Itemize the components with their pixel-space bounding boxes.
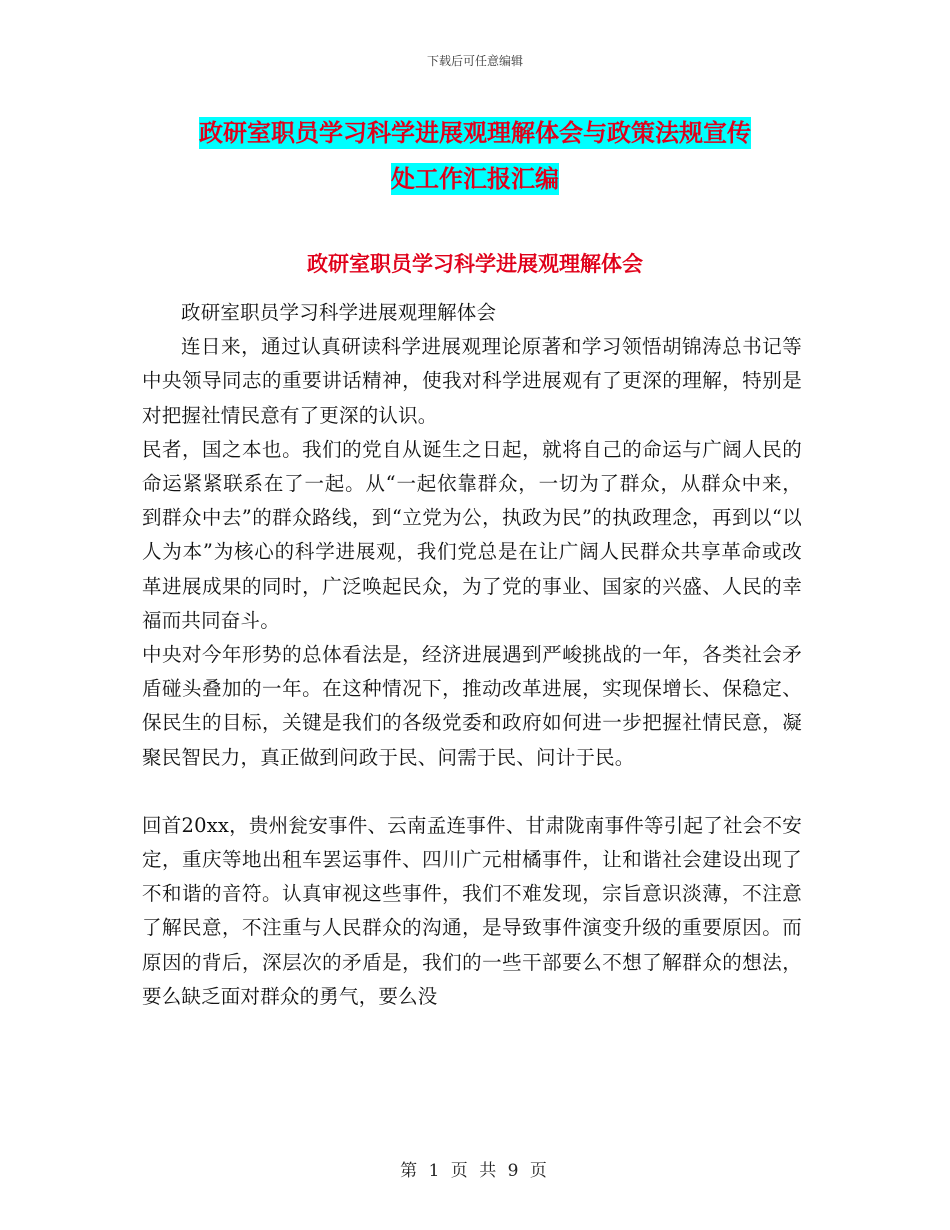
document-title: [140, 110, 810, 202]
paragraph: 中央对今年形势的总体看法是，经济进展遇到严峻挑战的一年，各类社会矛盾碰头叠加的一年。在这种情况下，推动改革进展，实现保增长、保稳定、保民生的目标，关键是我们的各级党委和政府如何进一步把握社情民意，凝聚民智民力，真正做到问政于民、问需于民、问计于民。: [142, 643, 802, 769]
paragraph: 回首20xx，贵州瓮安事件、云南孟连事件、甘肃陇南事件等引起了社会不安定，重庆等地出租车罢运事件、四川广元柑橘事件，让和谐社会建设出现了不和谐的音符。认真审视这些事件，我们不难发现，宗旨意识淡薄，不注意了解民意，不注重与人民群众的沟通，是导致事件演变升级的重要原因。而原因的背后，深层次的矛盾是，我们的一些干部要么不想了解群众的想法，要么缺乏面对群众的勇气，要么没: [142, 813, 802, 1008]
page-footer: 第 1 页 共 9 页: [400, 1161, 550, 1181]
paragraph-subtitle: 政研室职员学习科学进展观理解体会: [181, 301, 497, 324]
paragraph: 民者，国之本也。我们的党自从诞生之日起，就将自己的命运与广阔人民的命运紧紧联系在了一起。从“一起依靠群众，一切为了群众，从群众中来，到群众中去”的群众路线，到“立党为公，执政为民”的执政理念，再到以“以人为本”为核心的科学进展观，我们党总是在让广阔人民群众共享革命或改革进展成果的同时，广泛唤起民众，为了党的事业、国家的兴盛、人民的幸福而共同奋斗。: [142, 437, 802, 632]
title-line-1: 政研室职员学习科学进展观理解体会与政策法规宣传: [199, 119, 751, 147]
header-note: 下载后可任意编辑: [426, 54, 523, 68]
section-heading: 政研室职员学习科学进展观理解体会: [307, 252, 643, 276]
body-text: [142, 296, 802, 1014]
paragraph-gap: [142, 775, 802, 809]
title-line-2: 处工作汇报汇编: [391, 165, 559, 193]
paragraph: 连日来，通过认真研读科学进展观理论原著和学习领悟胡锦涛总书记等中央领导同志的重要讲话精神，使我对科学进展观有了更深的理解，特别是对把握社情民意有了更深的认识。: [142, 335, 802, 427]
